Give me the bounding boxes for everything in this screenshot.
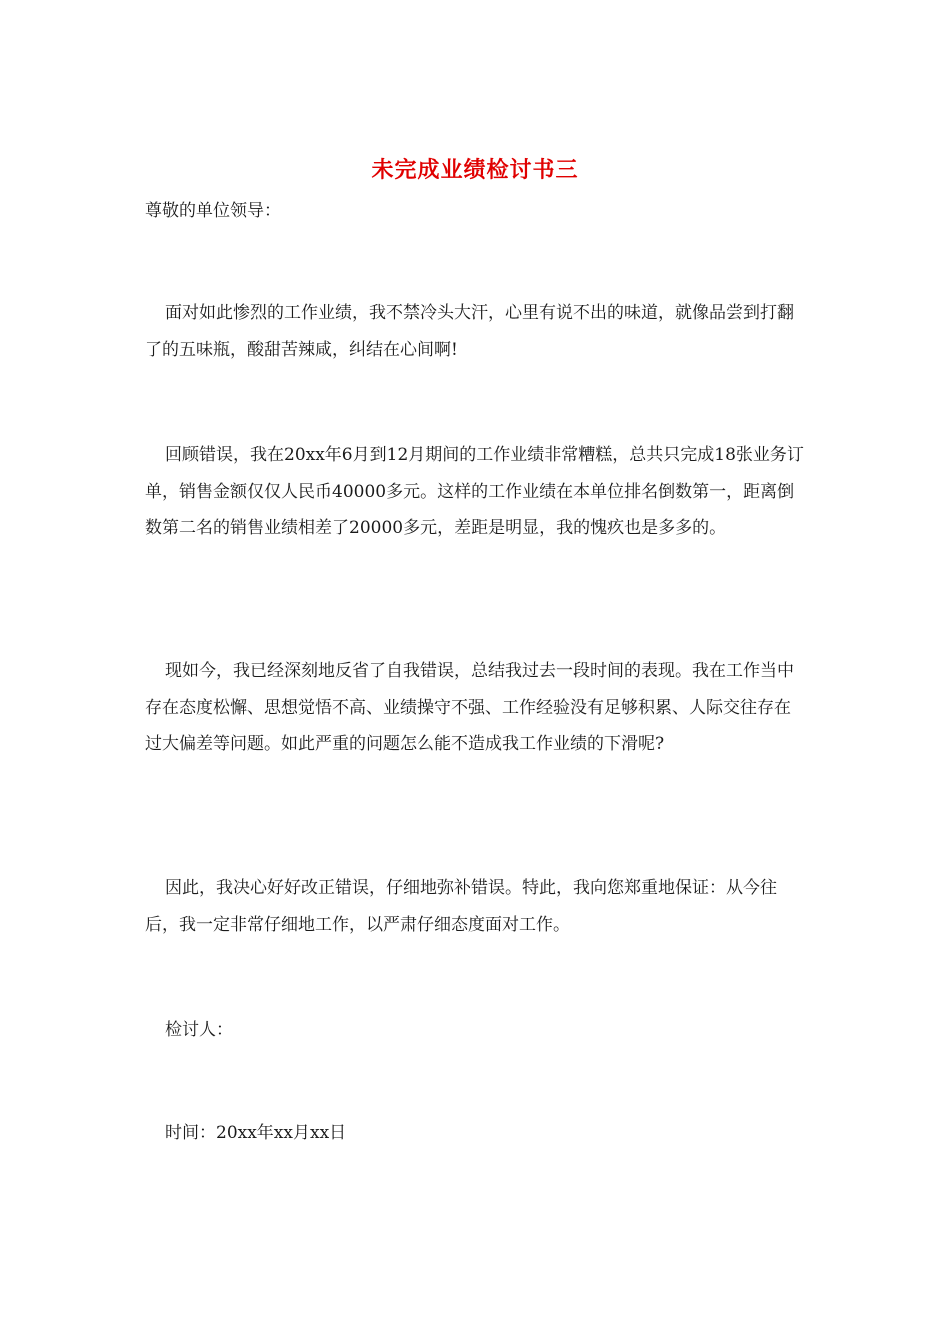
paragraph-review: 回顾错误，我在20xx年6月到12月期间的工作业绩非常糟糕，总共只完成18张业务订单，销售金额仅仅人民币40000多元。这样的工作业绩在本单位排名倒数第一，距离倒数第二名的销售业绩相差了20000多元，差距是明显，我的愧疚也是多多的。 — [145, 445, 804, 538]
date-line: 时间：20xx年xx月xx日 — [165, 1123, 347, 1143]
paragraph-opening: 面对如此惨烈的工作业绩，我不禁冷头大汗，心里有说不出的味道，就像品尝到打翻了的五味瓶，酸甜苦辣咸，纠结在心间啊! — [145, 303, 794, 360]
document-title: 未完成业绩检讨书三 — [371, 157, 579, 183]
paragraph-pledge: 因此，我决心好好改正错误，仔细地弥补错误。特此，我向您郑重地保证：从今往后，我一定非常仔细地工作，以严肃仔细态度面对工作。 — [145, 878, 777, 935]
paragraph-reflection: 现如今，我已经深刻地反省了自我错误，总结我过去一段时间的表现。我在工作当中存在态度松懈、思想觉悟不高、业绩操守不强、工作经验没有足够积累、人际交往存在过大偏差等问题。如此严重的问题怎么能不造成我工作业绩的下滑呢? — [145, 661, 794, 754]
salutation: 尊敬的单位领导： — [145, 201, 281, 221]
signature-line: 检讨人： — [165, 1020, 233, 1040]
